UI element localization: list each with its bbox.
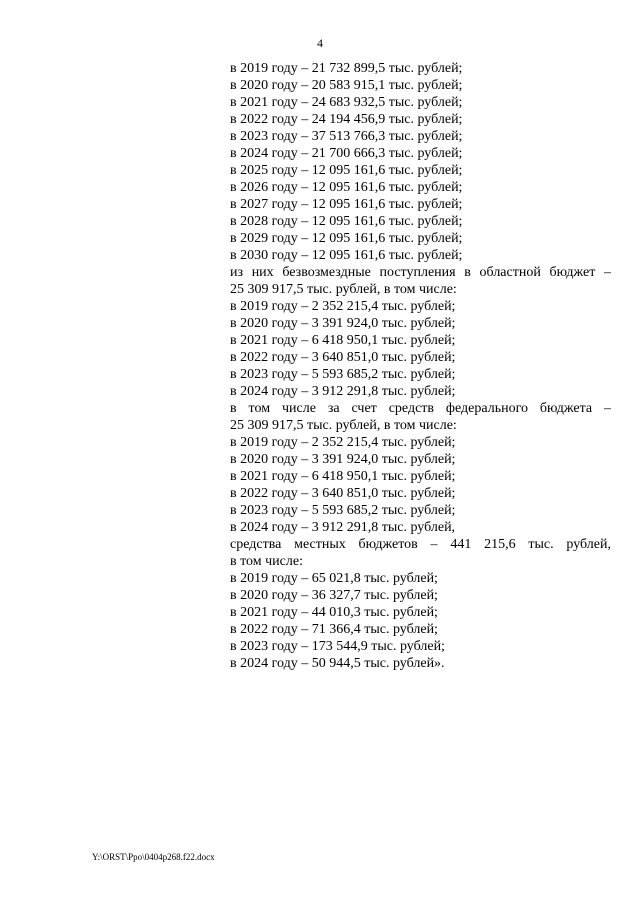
text-line: в 2026 году – 12 095 161,6 тыс. рублей;	[230, 180, 463, 195]
text-line: в 2024 году – 21 700 666,3 тыс. рублей;	[230, 146, 463, 161]
text-line: в 2021 году – 6 418 950,1 тыс. рублей;	[230, 469, 456, 484]
text-line: в 2019 году – 2 352 215,4 тыс. рублей;	[230, 435, 456, 450]
text-line: в 2020 году – 36 327,7 тыс. рублей;	[230, 588, 438, 603]
text-line: в 2019 году – 65 021,8 тыс. рублей;	[230, 571, 438, 586]
text-line: в 2024 году – 50 944,5 тыс. рублей».	[230, 656, 445, 671]
text-line: в 2020 году – 3 391 924,0 тыс. рублей;	[230, 316, 456, 331]
text-line: в 2030 году – 12 095 161,6 тыс. рублей;	[230, 248, 463, 263]
text-line: в 2021 году – 44 010,3 тыс. рублей;	[230, 605, 438, 620]
text-line: в 2020 году – 20 583 915,1 тыс. рублей;	[230, 78, 463, 93]
text-line: в 2023 году – 173 544,9 тыс. рублей;	[230, 639, 445, 654]
text-line: из них безвозмездные поступления в областной бюджет –	[230, 265, 611, 280]
text-line: в 2022 году – 24 194 456,9 тыс. рублей;	[230, 112, 463, 127]
text-line: в 2023 году – 37 513 766,3 тыс. рублей;	[230, 129, 463, 144]
text-line: в 2024 году – 3 912 291,8 тыс. рублей,	[230, 520, 456, 535]
text-line: в 2022 году – 71 366,4 тыс. рублей;	[230, 622, 438, 637]
text-line: в 2019 году – 2 352 215,4 тыс. рублей;	[230, 299, 456, 314]
text-line: средства местных бюджетов – 441 215,6 тыс. рублей,	[230, 537, 611, 552]
text-line: в 2021 году – 24 683 932,5 тыс. рублей;	[230, 95, 463, 110]
text-line: в том числе:	[230, 554, 303, 569]
text-line: в 2020 году – 3 391 924,0 тыс. рублей;	[230, 452, 456, 467]
text-line: в 2029 году – 12 095 161,6 тыс. рублей;	[230, 231, 463, 246]
text-line: в 2027 году – 12 095 161,6 тыс. рублей;	[230, 197, 463, 212]
footer-file-path: Y:\ORST\Ppo\0404p268.f22.docx	[92, 852, 215, 862]
text-line: в том числе за счет средств федерального бюджета –	[230, 401, 611, 416]
text-line: в 2023 году – 5 593 685,2 тыс. рублей;	[230, 367, 456, 382]
text-line: в 2023 году – 5 593 685,2 тыс. рублей;	[230, 503, 456, 518]
document-body	[230, 60, 611, 672]
text-line: в 2021 году – 6 418 950,1 тыс. рублей;	[230, 333, 456, 348]
text-line: в 2022 году – 3 640 851,0 тыс. рублей;	[230, 350, 456, 365]
page-number: 4	[317, 36, 323, 50]
text-line: в 2028 году – 12 095 161,6 тыс. рублей;	[230, 214, 463, 229]
text-line: в 2022 году – 3 640 851,0 тыс. рублей;	[230, 486, 456, 501]
text-line: 25 309 917,5 тыс. рублей, в том числе:	[230, 418, 457, 433]
text-line: в 2025 году – 12 095 161,6 тыс. рублей;	[230, 163, 463, 178]
text-line: в 2024 году – 3 912 291,8 тыс. рублей;	[230, 384, 456, 399]
text-line: в 2019 году – 21 732 899,5 тыс. рублей;	[230, 61, 463, 76]
text-line: 25 309 917,5 тыс. рублей, в том числе:	[230, 282, 457, 297]
